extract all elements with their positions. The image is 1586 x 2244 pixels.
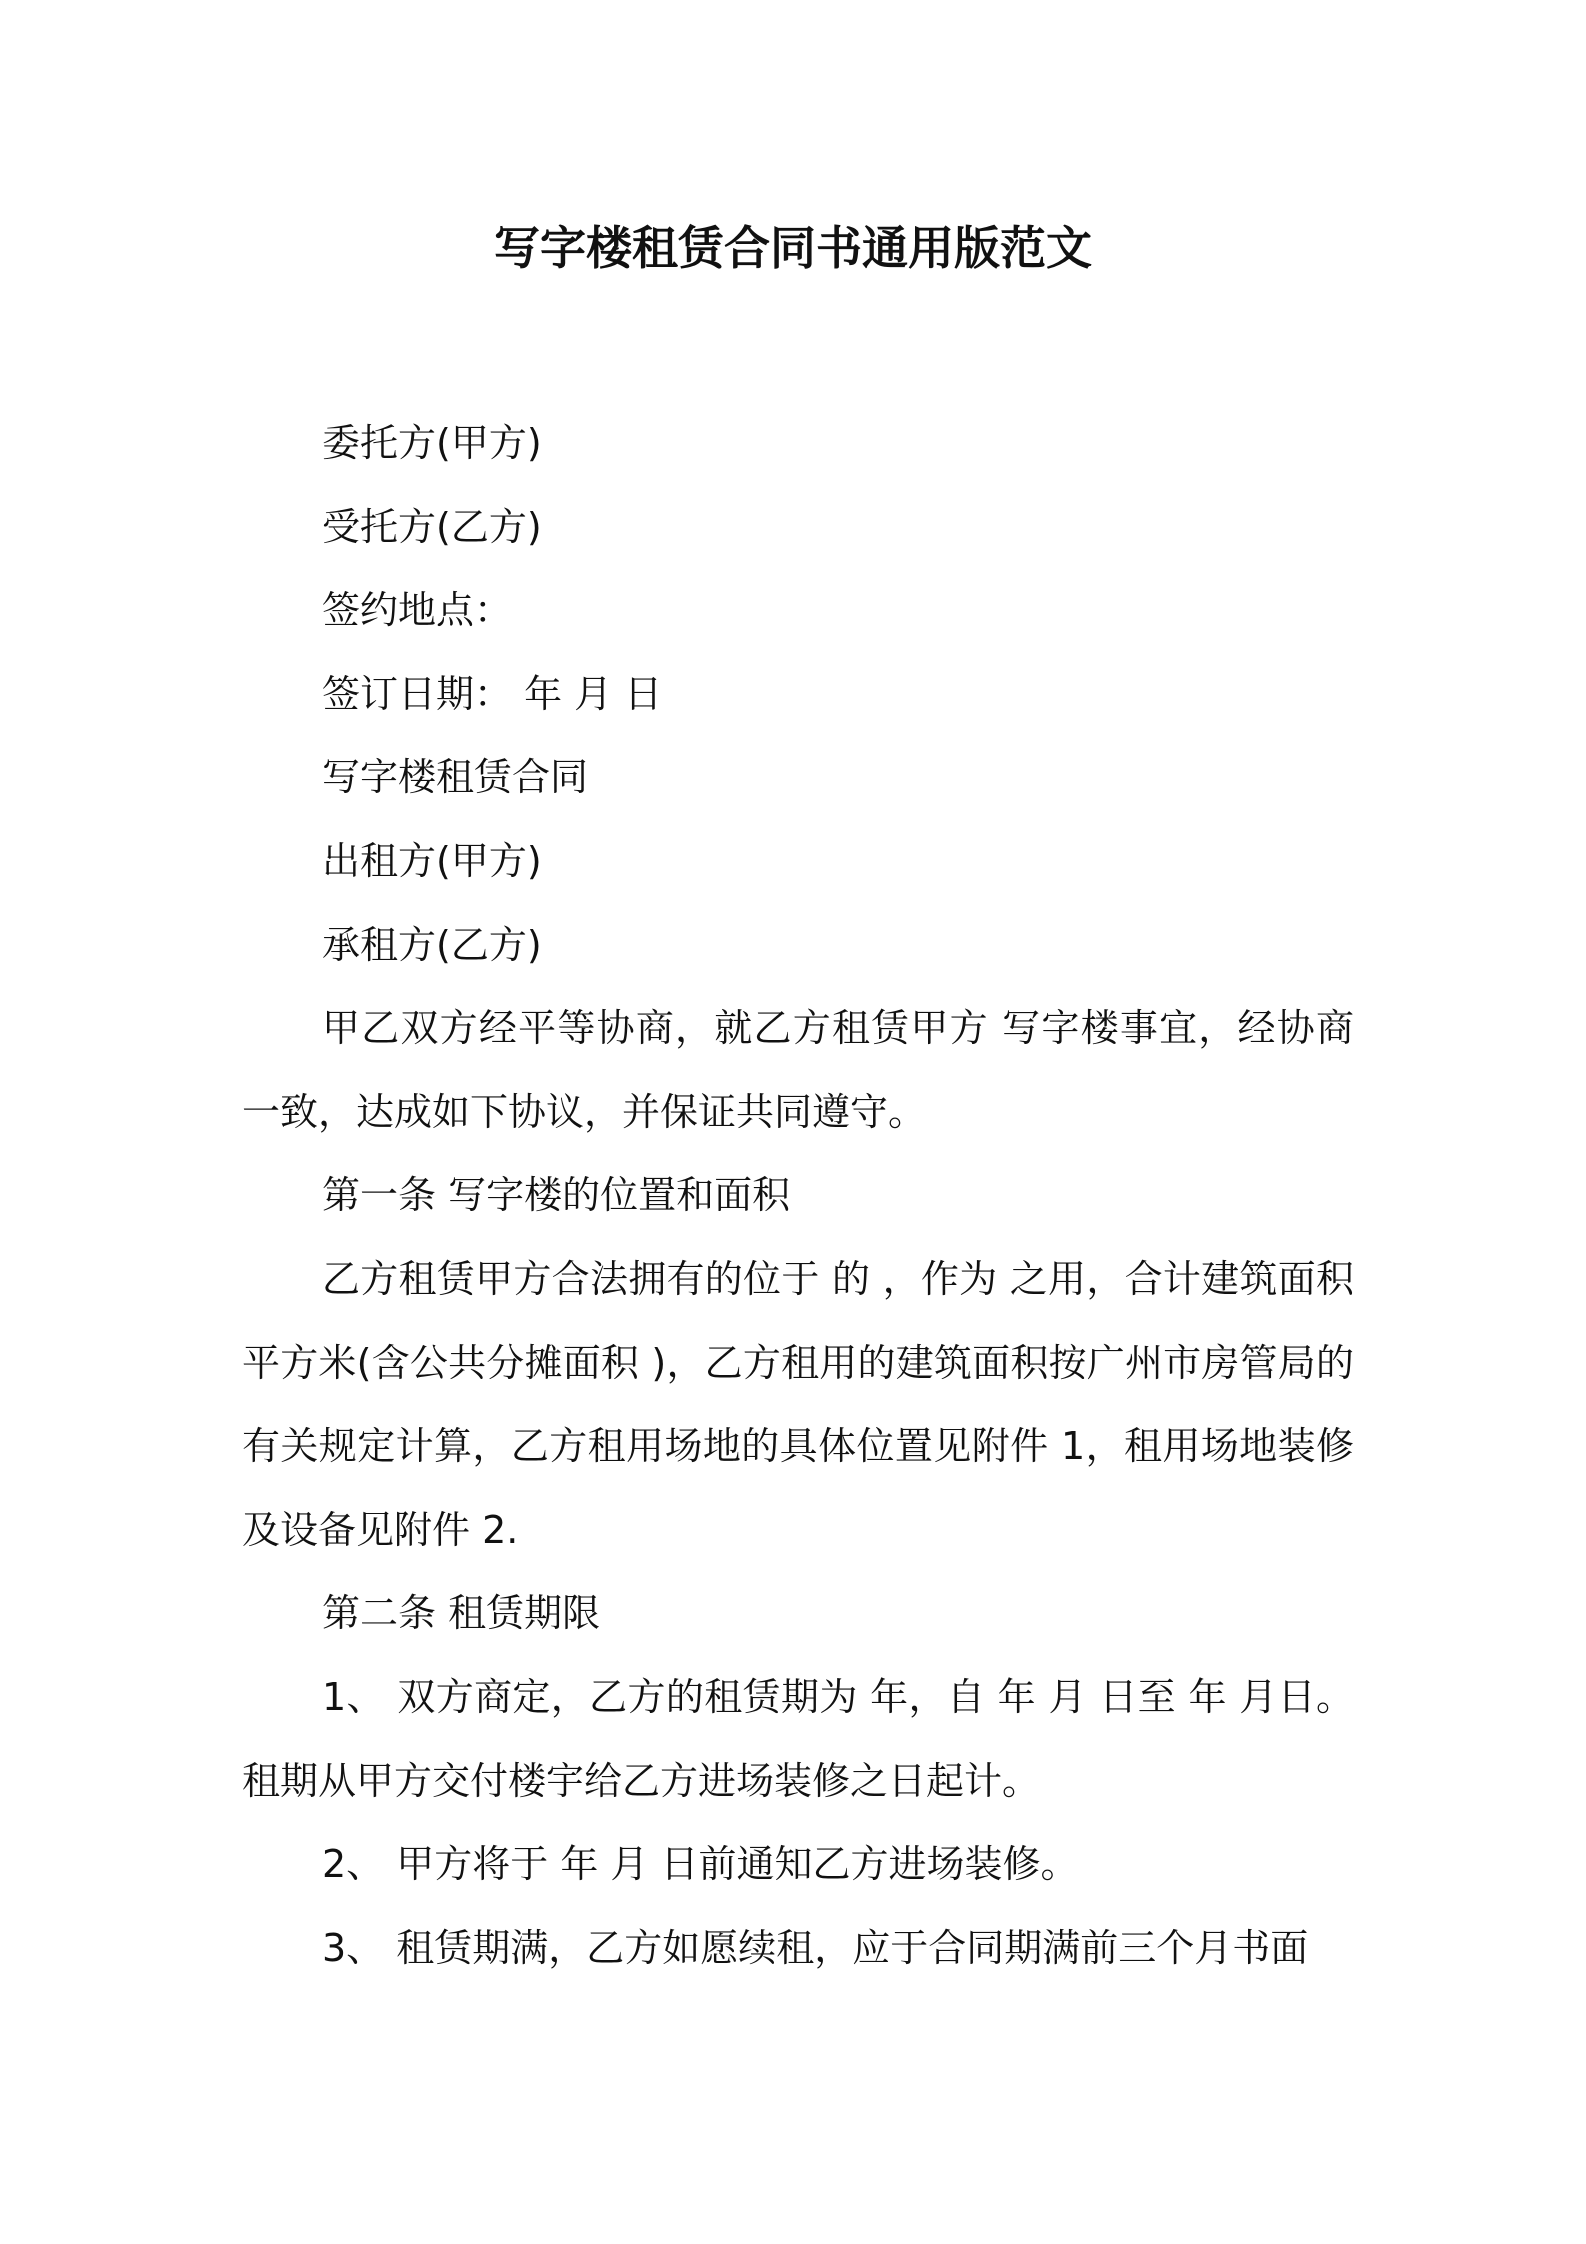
client-party-line: 委托方(甲方) bbox=[322, 421, 542, 465]
contract-subtitle: 写字楼租赁合同 bbox=[322, 755, 589, 800]
article-1-text: 乙方租赁甲方合法拥有的位于 的 ，作为 之用，合计建筑面积 平方米(含公共分摊面积 )，乙方租用的建筑面积按广州市房管局的有关规定计算，乙方租用场地的具体位置见附件 1，租用场地装修及设备见附件 2. bbox=[242, 1256, 1354, 1552]
clause-1: 1、 双方商定，乙方的租赁期为 年，自 年 月 日至 年 月日。租期从甲方交付楼宇给乙方进场装修之日起计。 bbox=[242, 1674, 1354, 1803]
clause-3: 3、 租赁期满，乙方如愿续租，应于合同期满前三个月书面 bbox=[322, 1925, 1309, 1970]
signing-date-line: 签订日期： 年 月 日 bbox=[322, 671, 663, 716]
article-2-heading: 第二条 租赁期限 bbox=[322, 1591, 601, 1636]
clause-2: 2、 甲方将于 年 月 日前通知乙方进场装修。 bbox=[322, 1842, 1079, 1887]
agreement-paragraph: 甲乙双方经平等协商，就乙方租赁甲方 写字楼事宜，经协商一致，达成如下协议，并保证共同遵守。 bbox=[242, 1006, 1354, 1134]
article-1-heading: 第一条 写字楼的位置和面积 bbox=[322, 1173, 791, 1218]
lessor-line: 出租方(甲方) bbox=[322, 838, 542, 883]
agent-party-line: 受托方(乙方) bbox=[322, 504, 542, 549]
document-body bbox=[242, 402, 1354, 1990]
lessee-line: 承租方(乙方) bbox=[322, 922, 542, 967]
document-title: 写字楼租赁合同书通用版范文 bbox=[494, 221, 1092, 275]
signing-location-line: 签约地点： bbox=[322, 588, 513, 633]
